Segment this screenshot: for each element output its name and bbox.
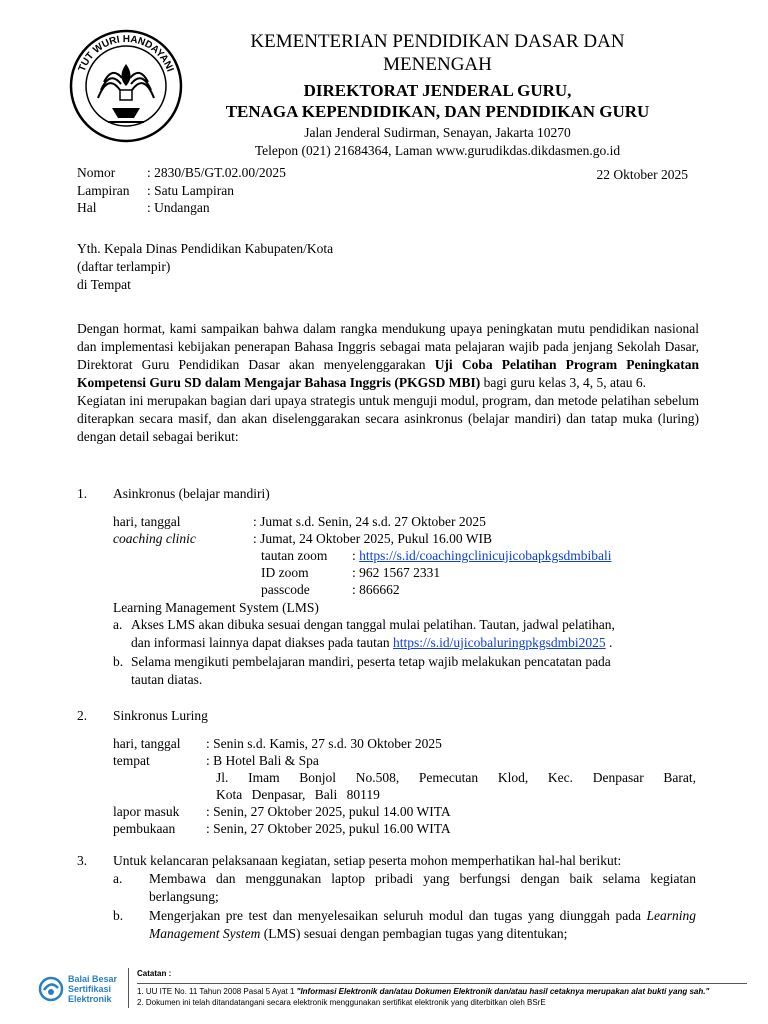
paragraph-purpose: Kegiatan ini merupakan bagian dari upaya strategis untuk menguji modul, program, dan metode pelatihan sebelum diterapkan secara masif, dan akan diselenggarakan secara asinkronus (belajar mandiri) dan tatap muka (luring) dengan detail sebagai berikut:	[77, 393, 699, 444]
zoom-link[interactable]: https://s.id/coachingclinicujicobapkgsdmbibali	[359, 548, 612, 563]
s1-id-label: ID zoom	[261, 565, 309, 580]
note-1-a: 1. UU ITE No. 11 Tahun 2008 Pasal 5 Ayat 1	[137, 987, 297, 996]
s1-a-text-2-lead: dan informasi lainnya dapat diakses pada tautan	[131, 635, 394, 650]
footer	[38, 968, 738, 1018]
nomor-value: : 2830/B5/GT.02.00/2025	[147, 165, 286, 180]
ministry-name	[200, 30, 675, 76]
s2-hari-value: : Senin s.d. Kamis, 27 s.d. 30 Oktober 2025	[206, 736, 442, 751]
recipient-line-3: di Tempat	[77, 277, 131, 292]
s3-a-text: Membawa dan menggunakan laptop pribadi yang berfungsi dengan baik selama kegiatan berlangsung;	[149, 871, 696, 904]
bsre-logo-icon	[38, 976, 64, 1002]
note-1	[137, 983, 747, 997]
directorate-name	[200, 80, 675, 122]
s1-id-value: : 962 1567 2331	[352, 565, 441, 580]
intro-text-end: bagi guru kelas 3, 4, 5, atau 6.	[480, 375, 646, 390]
s1-pass-value: : 866662	[352, 582, 400, 597]
lampiran-label: Lampiran	[77, 183, 130, 198]
ministry-line-1: KEMENTERIAN PENDIDIKAN DASAR DAN	[250, 31, 625, 52]
intro-text: Dengan hormat, kami sampaikan bahwa dalam rangka mendukung upaya peningkatan mutu pendidikan nasional dan implementasi kebijakan penerapan Bahasa Inggris sebagai mata pelajaran wajib pada jenjang Sekolah Dasar, Direktorat Guru Pendidikan Dasar akan menyelenggarakan	[77, 321, 699, 372]
s2-buka-value: : Senin, 27 Oktober 2025, pukul 16.00 WITA	[206, 821, 451, 836]
s1-tautan-value	[352, 547, 611, 565]
s1-a-text-1: Akses LMS akan dibuka sesuai dengan tanggal mulai pelatihan. Tautan, jadwal pelatihan,	[131, 617, 615, 632]
section-2-title: Sinkronus Luring	[113, 708, 208, 723]
svg-text:TUT WURI HANDAYANI: TUT WURI HANDAYANI	[76, 33, 176, 74]
tut-wuri-handayani-logo	[68, 28, 184, 144]
s1-hari-value: : Jumat s.d. Senin, 24 s.d. 27 Oktober 2025	[253, 514, 486, 529]
nomor-label: Nomor	[77, 165, 116, 180]
s3-b-text-1: Mengerjakan pre test dan menyelesaikan seluruh modul dan tugas yang diunggah pada	[149, 908, 641, 923]
program-name: Uji Coba Pelatihan Program Peningkatan Kompetensi Guru SD dalam Mengajar Bahasa Inggris (PKGSD MBI)	[77, 357, 699, 390]
letterhead-contact	[200, 124, 675, 160]
recipient-line-2: (daftar terlampir)	[77, 259, 171, 274]
s2-address-2: Kota Denpasar, Bali 80119	[216, 787, 380, 802]
bsre-line-3: Elektronik	[68, 994, 112, 1004]
s1-a-marker: a.	[113, 617, 123, 632]
bsre-line-1: Balai Besar	[68, 974, 118, 984]
directorate-line-1: DIREKTORAT JENDERAL GURU,	[303, 81, 572, 100]
note-2: 2. Dokumen ini telah ditandatangani secara elektronik menggunakan sertifikat elektronik yang diterbitkan oleh BSrE	[137, 998, 546, 1007]
contact-line: Telepon (021) 21684364, Laman www.gurudikdas.dikdasmen.go.id	[254, 143, 621, 158]
s1-pass-label: passcode	[261, 582, 310, 597]
hal-label: Hal	[77, 200, 97, 215]
letter-date: 22 Oktober 2025	[596, 167, 688, 182]
hal-value: : Undangan	[147, 200, 210, 215]
s2-address-1: Jl. Imam Bonjol No.508, Pemecutan Klod, Kec. Denpasar Barat,	[216, 770, 696, 785]
s1-b-marker: b.	[113, 654, 124, 669]
s1-tautan-sep: :	[352, 548, 360, 563]
s2-lapor-label: lapor masuk	[113, 804, 180, 819]
s3-b-lms: Learning Management System	[149, 908, 696, 941]
s2-buka-label: pembukaan	[113, 821, 176, 836]
section-1-title: Asinkronus (belajar mandiri)	[113, 486, 270, 501]
s1-hari-label: hari, tanggal	[113, 514, 181, 529]
s2-hari-label: hari, tanggal	[113, 736, 181, 751]
directorate-line-2: TENAGA KEPENDIDIKAN, DAN PENDIDIKAN GURU	[225, 102, 650, 121]
s1-coaching-value: : Jumat, 24 Oktober 2025, Pukul 16.00 WIB	[253, 531, 492, 546]
section-1-number: 1.	[77, 486, 88, 501]
s3-b-text	[149, 907, 696, 943]
address-line: Jalan Jenderal Sudirman, Senayan, Jakarta 10270	[304, 125, 571, 140]
paragraph-intro	[77, 320, 699, 392]
s1-b-text-1: Selama mengikuti pembelajaran mandiri, peserta tetap wajib melakukan pencatatan pada	[131, 654, 611, 669]
s3-b-text-2: (LMS) sesuai dengan pembagian tugas yang ditentukan;	[260, 926, 568, 941]
s1-a-text-2	[131, 634, 612, 652]
lms-link[interactable]: https://s.id/ujicobaluringpkgsdmbi2025	[393, 635, 606, 650]
bsre-line-2: Sertifikasi	[68, 984, 112, 994]
recipient-line-1: Yth. Kepala Dinas Pendidikan Kabupaten/Kota	[77, 241, 334, 256]
section-3-number: 3.	[77, 853, 88, 868]
s1-tautan-label: tautan zoom	[261, 548, 328, 563]
s2-tempat-value: : B Hotel Bali & Spa	[206, 753, 319, 768]
section-2-number: 2.	[77, 708, 88, 723]
s2-tempat-label: tempat	[113, 753, 150, 768]
s3-a-marker: a.	[113, 871, 123, 886]
catatan-label: Catatan :	[137, 969, 172, 978]
s1-a-text-end: .	[605, 635, 613, 650]
lms-title: Learning Management System (LMS)	[113, 600, 319, 615]
bsre-name	[68, 974, 117, 1004]
s2-lapor-value: : Senin, 27 Oktober 2025, pukul 14.00 WITA	[206, 804, 451, 819]
s1-coaching-label: coaching clinic	[113, 531, 196, 546]
lampiran-value: : Satu Lampiran	[147, 183, 234, 198]
s1-b-text-2: tautan diatas.	[131, 672, 203, 687]
s3-b-marker: b.	[113, 908, 124, 923]
section-3-intro: Untuk kelancaran pelaksanaan kegiatan, setiap peserta mohon memperhatikan hal-hal berikut:	[113, 853, 622, 868]
footer-notes	[128, 968, 747, 1008]
ministry-line-2: MENENGAH	[383, 54, 492, 75]
note-1-b: "Informasi Elektronik dan/atau Dokumen Elektronik dan/atau hasil cetaknya merupakan alat bukti yang sah."	[296, 987, 710, 996]
